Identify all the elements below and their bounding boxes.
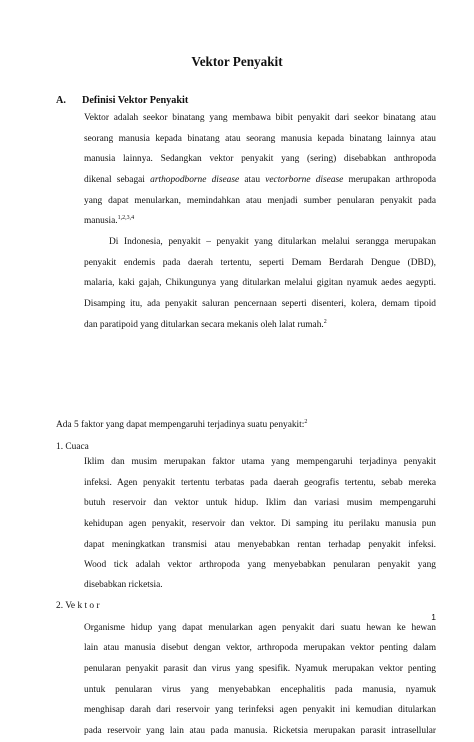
text-line: seorang manusia kepada binatang atau seorang manusia kepada binatang lainnya atau <box>84 133 436 144</box>
text-line: manusia lainnya. Sedangkan vektor penyakit yang (sering) disebabkan anthropoda <box>84 154 436 165</box>
text-line <box>84 170 436 191</box>
text-line: lain atau manusia disebut dengan vektor, arthropoda merupakan vektor penting dalam <box>84 643 436 654</box>
italic-term: vectorborne disease <box>265 175 344 186</box>
text-run: dikenal sebagai <box>84 175 151 186</box>
text-line: butuh reservoir dan vektor untuk hidup. Iklim dan variasi musim mempengaruhi <box>84 498 436 509</box>
citation: 2 <box>304 419 308 425</box>
text-line: menghisap darah dari reservoir yang terinfeksi agen penyakit ini kemudian ditularkan <box>84 705 436 716</box>
text-line: Organisme hidup yang dapat menularkan agen penyakit dari suatu hewan ke hewan <box>84 622 436 633</box>
text-run: atau <box>239 175 266 186</box>
item-label-vektor: 2. Ve k t o r <box>56 600 100 611</box>
paragraph-cuaca-last: disebabkan ricketsia. <box>84 580 163 591</box>
paragraph-indonesia <box>84 232 436 335</box>
text-line: penyakit endemis pada daerah tertentu, seperti Demam Berdarah Dengue (DBD), <box>84 257 436 268</box>
text-line: Disamping itu, ada penyakit saluran pencernaan seperti disenteri, kolera, demam tipoid <box>84 299 436 310</box>
text-line: malaria, kaki gajah, Chikungunya yang ditularkan melalui gigitan nyamuk aedes aegypti. <box>84 278 436 289</box>
paragraph-definition <box>84 108 436 232</box>
text-run: manusia. <box>84 216 118 227</box>
section-heading: Definisi Vektor Penyakit <box>82 95 189 106</box>
factors-intro <box>56 420 307 430</box>
text-line: infeksi. Agen penyakit tertentu terbatas pada daerah geografis tertentu, sebab mereka <box>84 477 436 488</box>
section-letter: A. <box>56 95 66 106</box>
text-line <box>84 315 436 336</box>
text-line: pada reservoir yang lain atau pada manusia. Ricketsia merupakan parasit intrasellular <box>84 726 436 737</box>
paragraph-vektor <box>84 618 436 742</box>
citation: 1,2,3,4 <box>117 215 135 222</box>
page-number: 1 <box>431 612 436 622</box>
item-label-cuaca: 1. Cuaca <box>56 442 89 452</box>
text-line: Wood tick adalah vektor arthropoda yang menyebabkan penularan penyakit yang <box>84 560 436 571</box>
text-run: merupakan arthropoda <box>343 175 436 186</box>
text-line: yang dapat menularkan, memindahkan atau menjadi sumber penularan penyakit pada <box>84 195 436 206</box>
text-line: Vektor adalah seekor binatang yang membawa bibit penyakit dari seekor binatang atau <box>84 113 436 123</box>
page-title: Vektor Penyakit <box>191 54 283 69</box>
citation: 2 <box>323 318 327 325</box>
text-line: Di Indonesia, penyakit – penyakit yang ditularkan melalui serangga merupakan <box>109 237 436 247</box>
italic-term: arthopodborne disease <box>150 175 240 186</box>
paragraph-cuaca <box>84 452 436 576</box>
text-line: dapat meningkatkan transmisi atau menyebabkan rentan terhadap penyakit infeksi. <box>84 539 436 550</box>
text-line: untuk penularan virus yang menyebabkan encephalitis pada manusia, nyamuk <box>84 684 436 695</box>
text-line: Iklim dan musim merupakan faktor utama yang mempengaruhi terjadinya penyakit <box>84 457 436 467</box>
text-line: penularan penyakit parasit dan virus yang spesifik. Nyamuk merupakan vektor penting <box>84 663 436 674</box>
text-line <box>84 211 436 232</box>
text-line: kehidupan agen penyakit, reservoir dan vektor. Di samping itu perilaku manusia pun <box>84 519 436 530</box>
text-run: Ada 5 faktor yang dapat mempengaruhi terjadinya suatu penyakit: <box>56 420 305 430</box>
text-run: dan paratipoid yang ditularkan secara mekanis oleh lalat rumah. <box>84 319 324 330</box>
